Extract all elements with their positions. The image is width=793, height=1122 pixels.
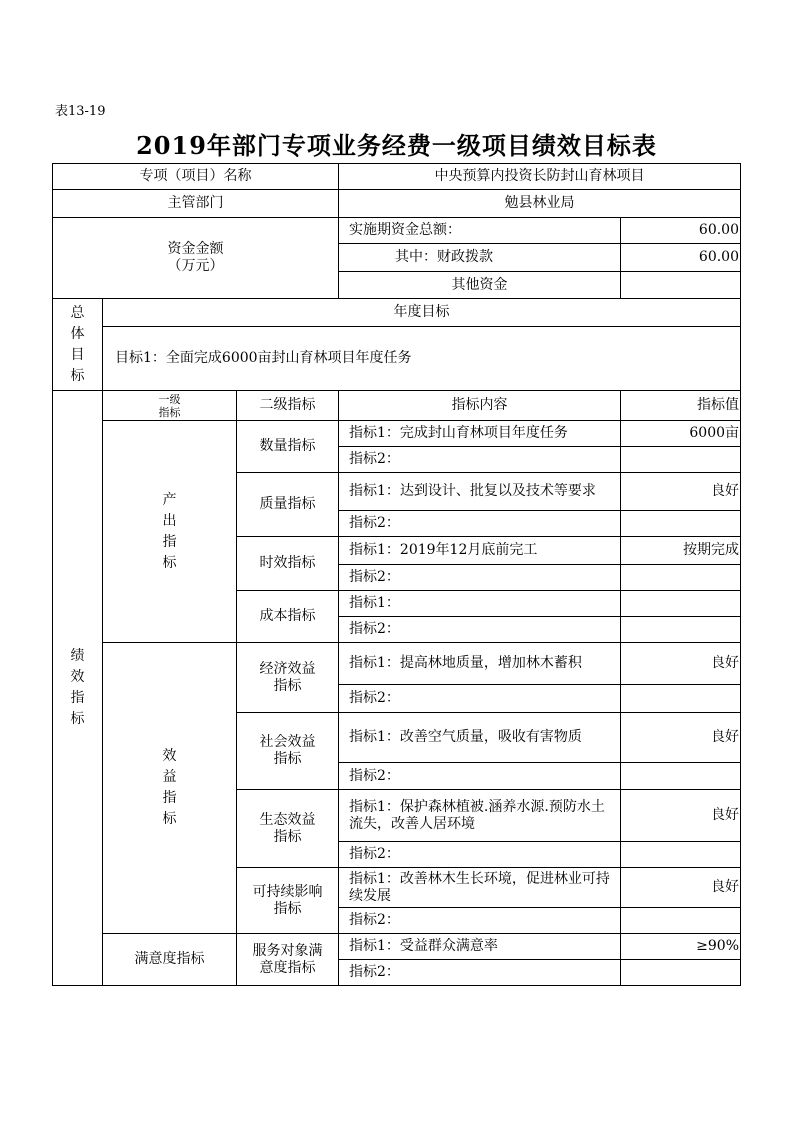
perf-indicator-label: 绩效指标 <box>53 391 103 986</box>
table-row <box>53 421 741 447</box>
ecological-value-1: 良好 <box>621 790 741 842</box>
table-row <box>53 934 741 960</box>
sustainable-value-2 <box>621 908 741 934</box>
overall-goal-row <box>53 327 741 391</box>
dept-value: 勉县林业局 <box>339 190 741 218</box>
quality-value-2 <box>621 511 741 537</box>
quality-indicator-label: 质量指标 <box>237 473 339 537</box>
sustainable-indicator-label: 可持续影响指标 <box>237 868 339 934</box>
dept-row <box>53 190 741 218</box>
funds-total-value: 60.00 <box>621 218 741 244</box>
ecological-indicator-1: 指标1：保护森林植被.涵养水源.预防水土流失，改善人居环境 <box>339 790 621 842</box>
satisfaction-value-2 <box>621 960 741 986</box>
perf-header-row <box>53 391 741 421</box>
economic-indicator-label: 经济效益指标 <box>237 643 339 713</box>
sustainable-value-1: 良好 <box>621 868 741 908</box>
social-indicator-2: 指标2： <box>339 763 621 790</box>
social-indicator-1: 指标1：改善空气质量，吸收有害物质 <box>339 713 621 763</box>
sustainable-indicator-1: 指标1：改善林木生长环境，促进林业可持续发展 <box>339 868 621 908</box>
funds-label <box>53 218 339 299</box>
level1-header: 一级指标 <box>103 391 237 421</box>
output-indicator-label: 产出指标 <box>103 421 237 643</box>
overall-target-label: 总体目标 <box>53 299 103 391</box>
level2-header: 二级指标 <box>237 391 339 421</box>
funds-total-row <box>53 218 741 244</box>
page-title: 2019年部门专项业务经费一级项目绩效目标表 <box>136 131 657 160</box>
funds-fiscal-label: 其中：财政拨款 <box>339 244 621 272</box>
overall-header-row <box>53 299 741 327</box>
timeliness-indicator-2: 指标2： <box>339 565 621 591</box>
cost-indicator-2: 指标2： <box>339 617 621 643</box>
social-value-2 <box>621 763 741 790</box>
economic-indicator-1: 指标1：提高林地质量，增加林木蓄积 <box>339 643 621 685</box>
funds-fiscal-value: 60.00 <box>621 244 741 272</box>
annual-target-header: 年度目标 <box>103 299 741 327</box>
timeliness-value-1: 按期完成 <box>621 537 741 565</box>
service-satisfaction-label: 服务对象满意度指标 <box>237 934 339 986</box>
economic-value-2 <box>621 685 741 713</box>
cost-value-2 <box>621 617 741 643</box>
benefit-indicator-label: 效益指标 <box>103 643 237 934</box>
ecological-value-2 <box>621 842 741 868</box>
economic-indicator-2: 指标2： <box>339 685 621 713</box>
social-value-1: 良好 <box>621 713 741 763</box>
satisfaction-indicator-2: 指标2： <box>339 960 621 986</box>
content-header: 指标内容 <box>339 391 621 421</box>
cost-indicator-label: 成本指标 <box>237 591 339 643</box>
quantity-indicator-label: 数量指标 <box>237 421 339 473</box>
timeliness-indicator-1: 指标1：2019年12月底前完工 <box>339 537 621 565</box>
dept-label: 主管部门 <box>53 190 339 218</box>
quantity-value-1: 6000亩 <box>621 421 741 447</box>
funds-other-label: 其他资金 <box>339 272 621 299</box>
satisfaction-indicator-label: 满意度指标 <box>103 934 237 986</box>
project-name-label: 专项（项目）名称 <box>53 164 339 190</box>
funds-other-value <box>621 272 741 299</box>
funds-label-line2: （万元） <box>167 258 224 274</box>
ecological-indicator-label: 生态效益指标 <box>237 790 339 868</box>
funds-total-label: 实施期资金总额： <box>339 218 621 244</box>
quality-indicator-1: 指标1：达到设计、批复以及技术等要求 <box>339 473 621 511</box>
funds-label-line1: 资金金额 <box>167 241 224 257</box>
satisfaction-value-1: ≥90% <box>621 934 741 960</box>
project-name-value: 中央预算内投资长防封山育林项目 <box>339 164 741 190</box>
social-indicator-label: 社会效益指标 <box>237 713 339 790</box>
performance-target-table <box>52 163 741 986</box>
table-number: 表13-19 <box>55 104 106 119</box>
cost-value-1 <box>621 591 741 617</box>
quantity-indicator-1: 指标1：完成封山育林项目年度任务 <box>339 421 621 447</box>
annual-target-text: 目标1：全面完成6000亩封山育林项目年度任务 <box>103 327 741 391</box>
table-row <box>53 643 741 685</box>
value-header: 指标值 <box>621 391 741 421</box>
quantity-indicator-2: 指标2： <box>339 447 621 473</box>
sustainable-indicator-2: 指标2： <box>339 908 621 934</box>
quality-value-1: 良好 <box>621 473 741 511</box>
economic-value-1: 良好 <box>621 643 741 685</box>
project-row <box>53 164 741 190</box>
timeliness-indicator-label: 时效指标 <box>237 537 339 591</box>
satisfaction-indicator-1: 指标1：受益群众满意率 <box>339 934 621 960</box>
ecological-indicator-2: 指标2： <box>339 842 621 868</box>
quantity-value-2 <box>621 447 741 473</box>
timeliness-value-2 <box>621 565 741 591</box>
quality-indicator-2: 指标2： <box>339 511 621 537</box>
cost-indicator-1: 指标1： <box>339 591 621 617</box>
